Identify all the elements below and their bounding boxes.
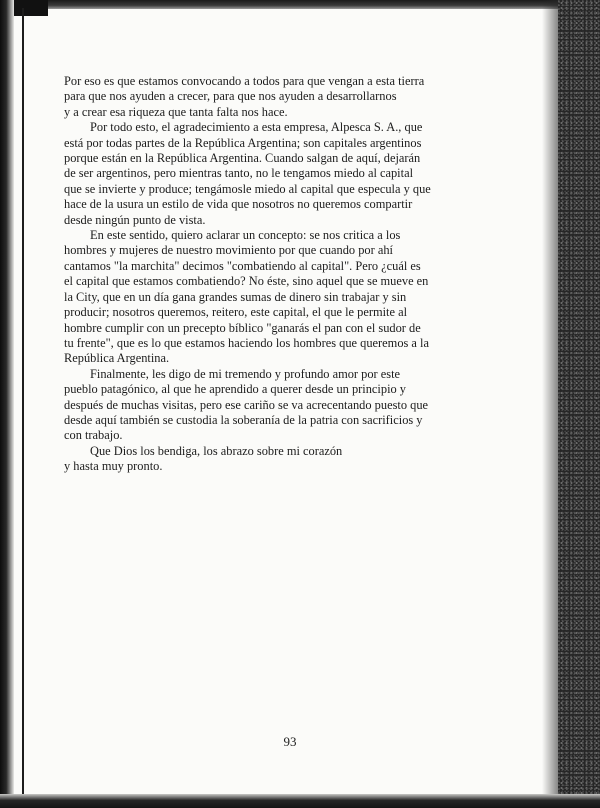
text-line: Finalmente, les digo de mi tremendo y profundo amor por este	[90, 366, 401, 381]
right-edge-fade	[542, 0, 558, 808]
paragraph	[64, 444, 542, 475]
text-line: para que nos ayuden a crecer, para que nos ayuden a desarrollarnos	[64, 89, 397, 104]
text-line: después de muchas visitas, pero ese cariño se va acrecentando puesto que	[64, 397, 429, 412]
text-line: con trabajo.	[64, 428, 123, 443]
left-binding-shadow	[0, 0, 14, 808]
body-text	[64, 74, 542, 475]
text-line: producir; nosotros queremos, reitero, este capital, el que le permite al	[64, 305, 408, 320]
text-line: porque están en la República Argentina. Cuando salgan de aquí, dejarán	[64, 151, 421, 166]
bottom-scan-shadow	[0, 794, 600, 808]
text-line: tu frente", que es lo que estamos haciendo los hombres que queremos a la	[64, 335, 429, 350]
paragraph	[64, 74, 542, 120]
page-number: 93	[283, 734, 297, 749]
text-line: Que Dios los bendiga, los abrazo sobre mi corazón	[90, 443, 343, 458]
text-line: cantamos "la marchita" decimos "combatiendo al capital". Pero ¿cuál es	[64, 258, 421, 273]
text-line: pueblo patagónico, al que he aprendido a querer desde un principio y	[64, 382, 407, 397]
text-line: está por todas partes de la República Argentina; son capitales argentinos	[64, 135, 422, 150]
text-line: hace de la usura un estilo de vida que nosotros no queremos compartir	[64, 197, 413, 212]
text-line: hombres y mujeres de nuestro movimiento por que cuando por ahí	[64, 243, 393, 258]
text-line: República Argentina.	[64, 351, 170, 366]
text-line: y a crear esa riqueza que tanta falta nos hace.	[64, 104, 288, 119]
text-line: el capital que estamos combatiendo? No éste, sino aquel que se mueve en	[64, 274, 429, 289]
text-line: En este sentido, quiero aclarar un concepto: se nos critica a los	[90, 228, 401, 243]
text-line: la City, que en un día gana grandes sumas de dinero sin trabajar y sin	[64, 289, 407, 304]
text-line: desde ningún punto de vista.	[64, 212, 206, 227]
text-line: hombre cumplir con un precepto bíblico "ganarás el pan con el sudor de	[64, 320, 421, 335]
text-line: Por eso es que estamos convocando a todos para que vengan a esta tierra	[64, 74, 425, 88]
paragraph	[64, 367, 542, 444]
top-scan-shadow	[0, 0, 600, 9]
paragraph	[64, 120, 542, 228]
left-binding-line	[22, 8, 24, 808]
text-line: de ser argentinos, pero mientras tanto, no le tengamos miedo al capital	[64, 166, 414, 181]
text-line: que se invierte y produce; tengámosle miedo al capital que especula y que	[64, 181, 431, 196]
text-line: desde aquí también se custodia la soberanía de la patria con sacrificios y	[64, 412, 423, 427]
text-line: Por todo esto, el agradecimiento a esta empresa, Alpesca S. A., que	[90, 120, 423, 135]
right-scan-shadow	[558, 0, 600, 808]
text-line: y hasta muy pronto.	[64, 459, 163, 474]
paragraph	[64, 228, 542, 367]
